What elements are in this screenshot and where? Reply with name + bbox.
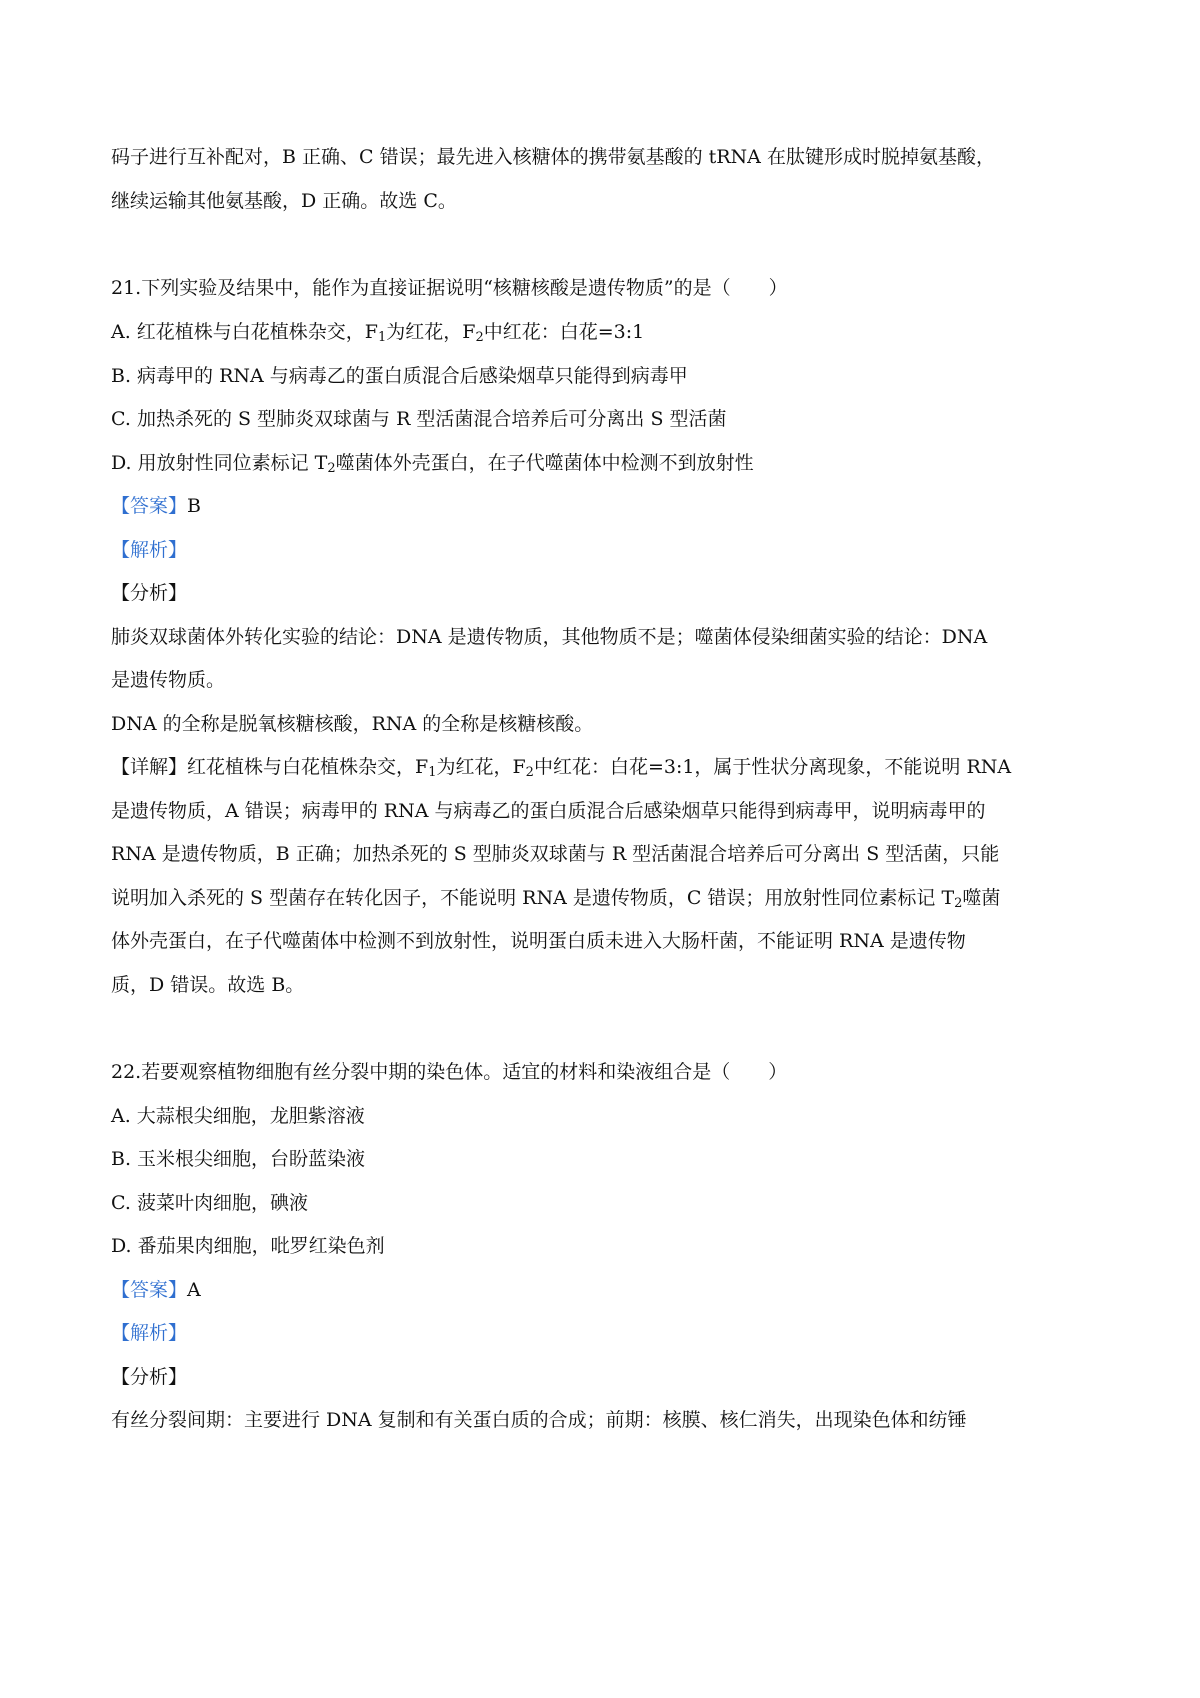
q21-fenxi-line-2: 是遗传物质。 bbox=[111, 669, 226, 691]
q22-stem: 22.若要观察植物细胞有丝分裂中期的染色体。适宜的材料和染液组合是（ ） bbox=[111, 1061, 788, 1083]
continuation-line-2: 继续运输其他氨基酸，D 正确。故选 C。 bbox=[111, 190, 457, 212]
q21-detail-line-5: 体外壳蛋白，在子代噬菌体中检测不到放射性，说明蛋白质未进入大肠杆菌，不能证明 RNA 是遗传物 bbox=[111, 930, 966, 952]
q21-analysis-tag: 【解析】 bbox=[111, 539, 188, 561]
q22-option-c: C. 菠菜叶肉细胞，碘液 bbox=[111, 1192, 308, 1214]
continuation-line-1: 码子进行互补配对，B 正确、C 错误；最先进入核糖体的携带氨基酸的 tRNA 在肽键形成时脱掉氨基酸， bbox=[111, 146, 995, 168]
q22-option-b: B. 玉米根尖细胞，台盼蓝染液 bbox=[111, 1148, 366, 1170]
q21-stem: 21.下列实验及结果中，能作为直接证据说明“核糖核酸是遗传物质”的是（ ） bbox=[111, 277, 788, 299]
q21-detail-line-3: RNA 是遗传物质，B 正确；加热杀死的 S 型肺炎双球菌与 R 型活菌混合培养后可分离出 S 型活菌，只能 bbox=[111, 843, 1000, 865]
q21-detail-line-4: 说明加入杀死的 S 型菌存在转化因子，不能说明 RNA 是遗传物质，C 错误；用放射性同位素标记 $T_2$噬菌 bbox=[111, 887, 1001, 911]
q22-fenxi-heading: 【分析】 bbox=[111, 1366, 188, 1388]
q21-option-c: C. 加热杀死的 S 型肺炎双球菌与 R 型活菌混合培养后可分离出 S 型活菌 bbox=[111, 408, 727, 430]
q21-option-b: B. 病毒甲的 RNA 与病毒乙的蛋白质混合后感染烟草只能得到病毒甲 bbox=[111, 365, 688, 387]
q21-fenxi-line-1: 肺炎双球菌体外转化实验的结论：DNA 是遗传物质，其他物质不是；噬菌体侵染细菌实验的结论：DNA bbox=[111, 626, 988, 648]
q22-analysis-tag: 【解析】 bbox=[111, 1322, 188, 1344]
q21-fenxi-heading: 【分析】 bbox=[111, 582, 188, 604]
q22-option-a: A. 大蒜根尖细胞，龙胆紫溶液 bbox=[111, 1105, 365, 1127]
q21-detail-line-1: 【详解】红花植株与白花植株杂交，$F_1$为红花，$F_2$中红花：白花=3:1，属于性状分离现象，不能说明 RNA bbox=[111, 756, 1012, 780]
q22-answer: 【答案】A bbox=[111, 1279, 201, 1301]
answer-tag: 【答案】 bbox=[111, 1279, 188, 1301]
q22-option-d: D. 番茄果肉细胞，吡罗红染色剂 bbox=[111, 1235, 385, 1257]
q21-fenxi-line-3: DNA 的全称是脱氧核糖核酸，RNA 的全称是核糖核酸。 bbox=[111, 713, 594, 735]
q21-detail-line-6: 质，D 错误。故选 B。 bbox=[111, 974, 305, 996]
q21-answer: 【答案】B bbox=[111, 495, 201, 517]
q21-option-a: A. 红花植株与白花植株杂交，$F_1$为红花，$F_2$中红花：白花=3:1 bbox=[111, 321, 645, 345]
answer-tag: 【答案】 bbox=[111, 495, 188, 517]
q21-option-d: D. 用放射性同位素标记 $T_2$噬菌体外壳蛋白，在子代噬菌体中检测不到放射性 bbox=[111, 452, 754, 476]
q21-detail-line-2: 是遗传物质，A 错误；病毒甲的 RNA 与病毒乙的蛋白质混合后感染烟草只能得到病毒甲，说明病毒甲的 bbox=[111, 800, 986, 822]
q22-fenxi-line-1: 有丝分裂间期：主要进行 DNA 复制和有关蛋白质的合成；前期：核膜、核仁消失，出现染色体和纺锤 bbox=[111, 1409, 967, 1431]
